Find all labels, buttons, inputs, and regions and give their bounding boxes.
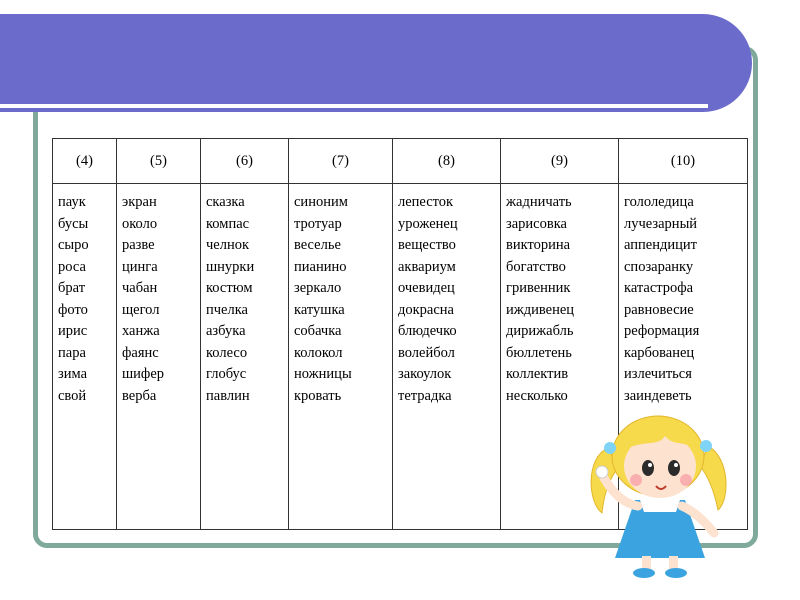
word-item: пара	[58, 344, 86, 361]
word-item: компас	[206, 215, 250, 232]
word-item: аппендицит	[624, 237, 697, 253]
word-item: цинга	[122, 258, 158, 275]
column-header: (6)	[201, 139, 289, 184]
word-item: экран	[122, 194, 157, 210]
word-item: шифер	[122, 366, 165, 382]
banner-underline	[0, 104, 708, 108]
column-header: (7)	[289, 139, 393, 184]
word-item: азбука	[206, 323, 246, 339]
word-column	[117, 184, 201, 530]
word-item: карбованец	[624, 344, 695, 361]
word-item: ножницы	[294, 366, 352, 382]
word-item: разве	[122, 237, 155, 253]
word-item: зима	[58, 366, 87, 382]
column-header: (9)	[501, 139, 619, 184]
word-item: колесо	[206, 344, 248, 361]
word-item: реформация	[624, 323, 700, 339]
word-item: фото	[58, 301, 88, 318]
word-item: челнок	[206, 237, 250, 253]
word-item: ханжа	[122, 323, 160, 339]
word-item: зарисовка	[506, 215, 567, 232]
word-item: иждивенец	[506, 301, 575, 318]
word-item: лучезарный	[624, 215, 698, 232]
word-item: тротуар	[294, 215, 342, 232]
word-item: блюдечко	[398, 323, 457, 339]
word-item: павлин	[206, 387, 250, 404]
word-item: синоним	[294, 194, 348, 210]
column-header: (5)	[117, 139, 201, 184]
title-banner	[0, 14, 752, 112]
word-item: спозаранку	[624, 258, 694, 275]
word-item: брат	[58, 280, 86, 296]
word-item: лепесток	[398, 194, 454, 210]
word-item: жадничать	[506, 194, 572, 210]
word-item: колокол	[294, 344, 343, 361]
column-header: (8)	[393, 139, 501, 184]
word-item: щегол	[122, 301, 160, 318]
word-item: заиндеветь	[624, 387, 692, 404]
word-item: катастрофа	[624, 280, 694, 296]
word-column	[53, 184, 117, 530]
word-item: около	[122, 215, 158, 232]
word-item: костюм	[206, 280, 253, 296]
word-item: равновесие	[624, 301, 694, 318]
word-item: роса	[58, 258, 86, 275]
word-item: глобус	[206, 366, 247, 382]
word-item: несколько	[506, 387, 568, 404]
word-column	[201, 184, 289, 530]
word-item: свой	[58, 387, 87, 404]
word-item: вещество	[398, 237, 456, 253]
word-item: кровать	[294, 387, 342, 404]
column-header: (4)	[53, 139, 117, 184]
word-item: излечиться	[624, 366, 692, 382]
word-item: аквариум	[398, 258, 456, 275]
word-item: сыро	[58, 237, 89, 253]
word-item: уроженец	[398, 215, 458, 232]
girl-illustration	[580, 408, 730, 578]
word-item: пчелка	[206, 301, 248, 318]
word-item: гривенник	[506, 280, 571, 296]
word-column	[289, 184, 393, 530]
word-item: гололедица	[624, 194, 694, 210]
word-item: волейбол	[398, 344, 455, 361]
word-item: шнурки	[206, 258, 255, 275]
word-item: коллектив	[506, 366, 569, 382]
word-item: очевидец	[398, 280, 455, 296]
word-column	[393, 184, 501, 530]
word-item: зеркало	[294, 280, 342, 296]
word-item: тетрадка	[398, 387, 452, 404]
word-item: собачка	[294, 323, 342, 339]
word-item: чабан	[122, 280, 158, 296]
word-item: фаянс	[122, 344, 159, 361]
word-item: верба	[122, 387, 157, 404]
word-item: викторина	[506, 237, 571, 253]
word-item: закоулок	[398, 366, 452, 382]
word-item: бусы	[58, 215, 89, 232]
word-item: дирижабль	[506, 323, 574, 339]
word-item: паук	[58, 194, 86, 210]
word-item: докрасна	[398, 301, 454, 318]
word-item: бюллетень	[506, 344, 572, 361]
word-item: сказка	[206, 194, 245, 210]
word-item: ирис	[58, 323, 88, 339]
column-header: (10)	[619, 139, 748, 184]
word-item: катушка	[294, 301, 345, 318]
word-item: пианино	[294, 258, 347, 275]
header-row	[53, 139, 748, 184]
word-item: богатство	[506, 258, 566, 275]
word-item: веселье	[294, 237, 341, 253]
